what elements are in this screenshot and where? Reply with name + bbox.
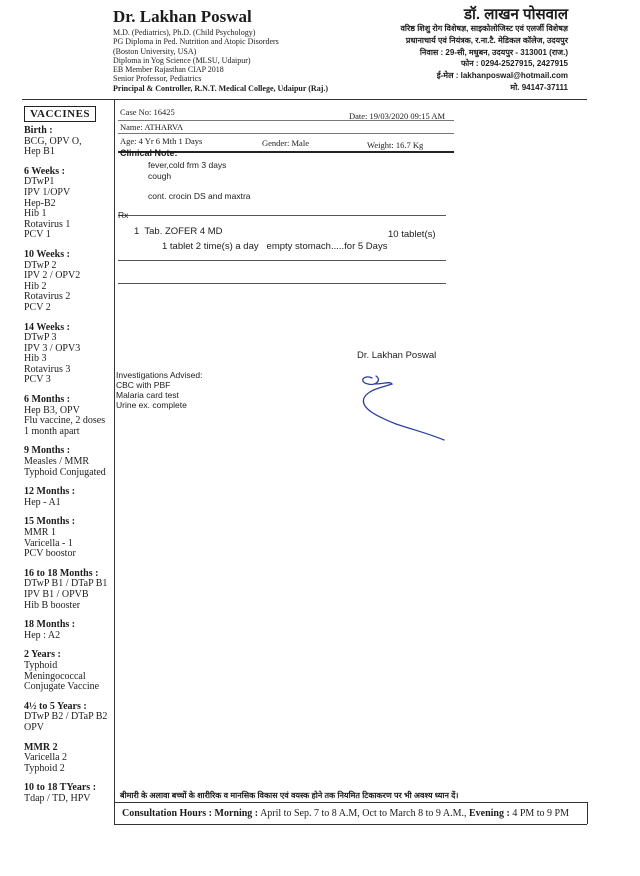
investigation-item: CBC with PBF (116, 380, 171, 390)
vaccines-title: VACCINES (24, 106, 96, 122)
rx-quantity: 10 tablet(s) (388, 229, 436, 240)
clinical-line: fever,cold frm 3 days (148, 160, 227, 170)
patient-gender: Gender: Male (262, 138, 309, 148)
clinical-line: cough (148, 170, 172, 181)
vaccine-item: Typhoid 2 (24, 762, 65, 774)
hindi-doctor-name: डॉ. लाखन पोसवाल (463, 6, 568, 23)
vaccine-item: DTwP1 (24, 176, 55, 188)
vaccine-item: IPV 1/OPV (24, 186, 71, 198)
investigations-block (116, 370, 202, 410)
vaccine-item: Meningococcal (24, 670, 86, 682)
hindi-line: फोन : 0294-2527915, 2427915 (461, 59, 568, 69)
vaccine-item: Conjugate Vaccine (24, 681, 100, 693)
vaccine-section-heading: 2 Years : (24, 649, 61, 661)
vaccine-item: IPV 2 / OPV2 (24, 270, 81, 282)
doctor-name: Dr. Lakhan Poswal (113, 7, 252, 26)
vaccine-item: Measles / MMR (24, 456, 89, 468)
footer-bottom-divider (114, 824, 587, 825)
qualification-line: EB Member Rajasthan CIAP 2018 (113, 65, 224, 75)
vaccine-section-heading: 10 Weeks : (24, 248, 70, 260)
vaccine-section (24, 167, 114, 241)
vaccine-item: PCV 1 (24, 229, 51, 241)
evening-label: Evening : (468, 808, 510, 819)
rx-medicine: 1 Tab. ZOFER 4 MD (134, 226, 223, 237)
vaccine-item: Typhoid (24, 659, 58, 671)
vaccine-item: Hep - A1 (24, 496, 61, 508)
vaccine-item: Rotavirus 2 (24, 291, 71, 303)
qualification-line: Diploma in Yog Science (MLSU, Udaipur) (113, 55, 251, 65)
vaccine-item: PCV 3 (24, 374, 51, 386)
vaccine-item: Hep-B2 (24, 197, 56, 209)
qualification-line: M.D. (Pediatrics), Ph.D. (Child Psychology) (113, 28, 256, 37)
hindi-line: प्रधानाचार्य एवं नियंत्रक, र.ना.टै. मेडिकल कॉलेज, उदयपुर (405, 35, 568, 45)
vaccine-item: OPV (24, 721, 45, 733)
vaccine-section (24, 250, 114, 314)
vaccine-section (24, 743, 114, 775)
vaccine-item: DTwP 2 (24, 259, 57, 271)
vaccine-section-heading: 14 Weeks : (24, 321, 70, 333)
clinical-line (148, 181, 251, 191)
rx-dosage: 1 tablet 2 time(s) a day empty stomach.....for 5 Days (162, 241, 388, 252)
vaccine-section (24, 650, 114, 692)
vaccine-section (24, 395, 114, 437)
case-number: Case No: 16425 (120, 107, 175, 117)
vaccine-item: DTwP 3 (24, 332, 57, 344)
investigation-item: Malaria card test (116, 390, 179, 400)
vaccine-item: Typhoid Conjugated (24, 466, 106, 478)
hours-label: Consultation Hours : Morning : (122, 808, 259, 819)
vaccine-item: DTwP B2 / DTaP B2 (24, 711, 108, 723)
consultation-hours (122, 808, 569, 819)
hindi-line: निवास : 29-सी, मधुबन, उदयपुर - 313001 (राज.) (419, 47, 568, 57)
vaccine-section (24, 126, 114, 158)
qualification-line: PG Diploma in Ped. Nutrition and Atopic Disorders (113, 37, 279, 47)
signature-scribble-icon (350, 372, 450, 444)
vaccine-item: Flu vaccine, 2 doses (24, 415, 106, 427)
vaccine-section-heading: 16 to 18 Months : (24, 567, 99, 579)
vaccine-item: PCV 2 (24, 301, 51, 313)
clinical-line: cont. crocin DS and maxtra (148, 191, 251, 201)
vaccine-item: Hib 3 (24, 353, 47, 365)
vaccine-section-heading: 15 Months : (24, 516, 76, 528)
vaccine-item: Hep B3, OPV (24, 404, 80, 416)
vaccine-section (24, 487, 114, 508)
footer-hindi-note: बीमारी के अलावा बच्चों के शारीरिक व मानसिक विकास एवं वयस्क होने तक नियमित टिकाकरण पर भी अवश्य ध्यान दें। (120, 791, 459, 800)
patient-weight: Weight: 16.7 Kg (367, 140, 424, 150)
vaccine-item: Hib 2 (24, 280, 47, 292)
signature-name: Dr. Lakhan Poswal (357, 350, 437, 361)
qualifications-block (113, 28, 328, 93)
vaccine-item: Hep : A2 (24, 629, 61, 641)
qualification-line: Senior Professor, Pediatrics (113, 74, 202, 84)
vaccine-item: PCV boostor (24, 548, 76, 560)
vaccine-item: Hib 1 (24, 208, 47, 220)
rx-bottom-divider (118, 283, 446, 284)
vaccine-section (24, 517, 114, 559)
vaccine-item: IPV B1 / OPVB (24, 588, 89, 600)
header-divider (22, 99, 587, 100)
rx-top-divider (118, 215, 446, 216)
vaccine-item: MMR 1 (24, 527, 56, 538)
vaccine-item: DTwP B1 / DTaP B1 (24, 578, 108, 590)
info-divider (118, 133, 454, 134)
vaccine-item: Hep B1 (24, 146, 55, 158)
vaccine-section (24, 620, 114, 641)
patient-age: Age: 4 Yr 6 Mth 1 Days (120, 136, 203, 146)
hindi-contact-block (400, 23, 568, 94)
sidebar-divider (114, 99, 115, 825)
vaccine-section-heading: MMR 2 (24, 741, 58, 753)
vaccine-section (24, 702, 114, 734)
vaccine-section-heading: Birth : (24, 125, 53, 136)
vaccine-item: Tdap / TD, HPV (24, 792, 91, 804)
designation: Principal & Controller, R.N.T. Medical College, Udaipur (Raj.) (113, 83, 329, 93)
hours-evening: 4 PM to 9 PM (512, 808, 569, 819)
hindi-line: मो. 94147-37111 (510, 82, 568, 92)
vaccine-item: Rotavirus 3 (24, 363, 71, 375)
rx-label: Rx (118, 210, 129, 220)
patient-name: Name: ATHARVA (120, 122, 184, 132)
hours-morning: April to Sep. 7 to 8 A.M, Oct to March 8 to 9 A.M., (260, 808, 467, 819)
vaccine-section-heading: 6 Months : (24, 394, 71, 406)
vaccine-item: IPV 3 / OPV3 (24, 342, 81, 354)
vaccine-section-heading: 12 Months : (24, 486, 76, 498)
clinical-note-text (148, 160, 251, 202)
vaccine-section (24, 569, 114, 611)
vaccine-schedule (24, 126, 114, 813)
hindi-line: वरिष्ठ शिशु रोग विशेषज्ञ, साइकोलोजिस्ट एवं एलर्जी विशेषज्ञ (400, 24, 568, 33)
vaccine-item: 1 month apart (24, 425, 80, 437)
footer-top-divider (114, 802, 587, 803)
visit-date: Date: 19/03/2020 09:15 AM (349, 111, 446, 121)
vaccine-item: Varicella - 1 (24, 537, 73, 549)
hindi-line: ई-मेल : lakhanposwal@hotmail.com (436, 71, 568, 81)
vaccine-section-heading: 18 Months : (24, 619, 76, 631)
vaccine-section-heading: 10 to 18 TYears : (24, 782, 97, 794)
investigation-item: Urine ex. complete (116, 400, 187, 410)
footer-right-divider (587, 802, 588, 824)
vaccine-item: BCG, OPV O, (24, 135, 82, 147)
vaccine-section-heading: 6 Weeks : (24, 165, 65, 177)
qualification-line: (Boston University, USA) (113, 46, 197, 56)
vaccine-item: Rotavirus 1 (24, 218, 71, 230)
vaccine-item: Hib B booster (24, 599, 81, 611)
clinical-note-label: Clinical Note: (120, 148, 178, 158)
rx-mid-divider (118, 260, 446, 261)
vaccine-item: Varicella 2 (24, 752, 68, 764)
vaccine-section (24, 323, 114, 387)
vaccine-section-heading: 4½ to 5 Years : (24, 700, 87, 712)
vaccine-section (24, 783, 114, 804)
vaccine-section-heading: 9 Months : (24, 445, 71, 457)
vaccine-section (24, 446, 114, 478)
investigations-label: Investigations Advised: (116, 370, 203, 380)
